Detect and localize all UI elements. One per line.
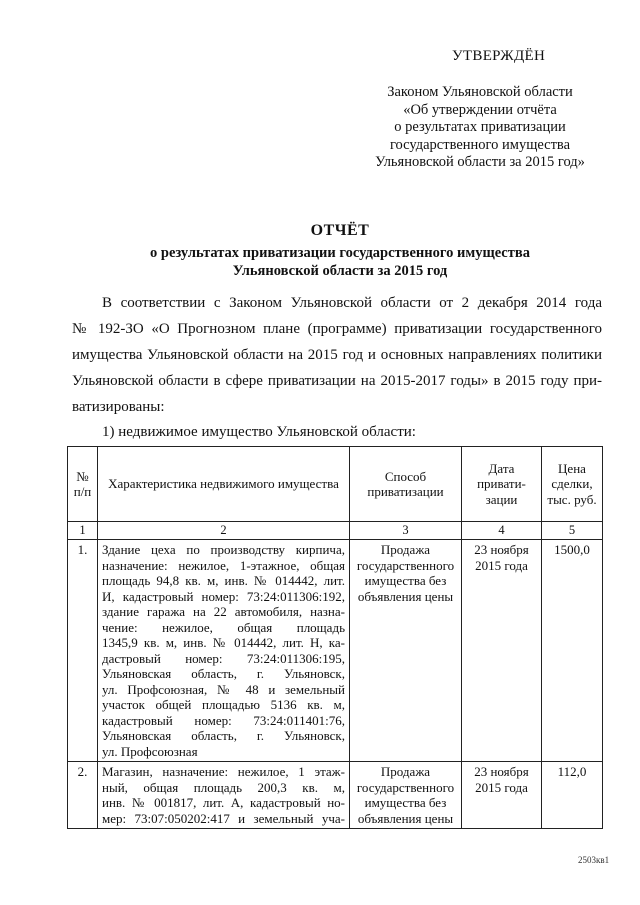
column-number: 4 <box>462 522 542 540</box>
approval-line: Законом Ульяновской области <box>387 84 573 100</box>
intro-line: В соответствии с Законом Ульяновской области от 2 декабря 2014 года <box>102 295 602 311</box>
desc-line: Ульяновская область, г. Ульяновск, <box>102 666 345 681</box>
approval-line: «Об утверждении отчёта <box>403 101 557 118</box>
row-method: Продажа государственного имущества без объявления цены <box>350 762 462 829</box>
title-sub-line: о результатах приватизации государственного имущества <box>150 245 530 261</box>
document-title <box>80 222 600 280</box>
desc-line: кадастровый номер: 73:24:011401:76, <box>102 712 345 728</box>
title-sub <box>80 244 600 280</box>
row-desc <box>98 762 350 829</box>
row-price: 1500,0 <box>542 540 603 762</box>
approval-line: Ульяновской области за 2015 год» <box>375 154 585 170</box>
footer-code: 2503кв1 <box>578 855 610 865</box>
row-date: 23 ноября 2015 года <box>462 762 542 829</box>
desc-line: ул. Профсоюзная, № 48 и земельный <box>102 681 345 697</box>
desc-line: 1345,9 кв. м, инв. № 014442, лит. Н, ка- <box>102 635 345 650</box>
intro-line: ватизированы: <box>72 399 165 415</box>
row-desc <box>98 540 350 762</box>
list-label: 1) недвижимое имущество Ульяновской области: <box>102 424 416 440</box>
property-table <box>67 446 603 829</box>
row-method: Продажа государственного имущества без объявления цены <box>350 540 462 762</box>
title-sub-line: Ульяновской области за 2015 год <box>232 263 448 279</box>
desc-line: участок общей площадью 5136 кв. м, <box>102 697 345 712</box>
table-header-row <box>68 447 603 522</box>
desc-line: Ульяновская область, г. Ульяновск, <box>102 728 345 743</box>
row-price: 112,0 <box>542 762 603 829</box>
title-main: ОТЧЁТ <box>310 222 370 239</box>
row-date: 23 ноября 2015 года <box>462 540 542 762</box>
header-desc: Характеристика недвижимого имущества <box>98 447 350 522</box>
approval-line: о результатах приватизации <box>394 119 566 135</box>
header-num: № п/п <box>68 447 98 522</box>
desc-line: здание гаража на 22 автомобиля, назна- <box>102 604 345 619</box>
desc-line: чение: нежилое, общая площадь <box>102 619 345 635</box>
desc-line: И, кадастровый номер: 73:24:011306:192, <box>102 588 345 604</box>
header-method: Способ приватизации <box>350 447 462 522</box>
desc-line: инв. № 001817, лит. А, кадастровый но- <box>102 795 345 810</box>
header-price: Цена сделки, тыс. руб. <box>542 447 603 522</box>
intro-line: № 192-ЗО «О Прогнозном плане (программе) приватизации государственного <box>72 321 602 337</box>
intro-line: Ульяновской области в сфере приватизации на 2015-2017 годы» в 2015 году при- <box>72 373 602 389</box>
desc-line: ул. Профсоюзная <box>102 743 198 759</box>
intro-line: имущества Ульяновской области на 2015 год и основных направлениях политики <box>72 347 602 363</box>
approval-line: государственного имущества <box>389 136 571 153</box>
desc-line: дастровый номер: 73:24:011306:195, <box>102 650 345 666</box>
column-number: 2 <box>98 522 350 540</box>
column-number: 3 <box>350 522 462 540</box>
desc-line: площадь 94,8 кв. м, инв. № 014442, лит. <box>102 573 345 588</box>
desc-line: Здание цеха по производству кирпича, <box>102 542 345 557</box>
column-number: 1 <box>68 522 98 540</box>
table-row <box>68 540 603 762</box>
desc-line: Магазин, назначение: нежилое, 1 этаж- <box>102 764 345 779</box>
column-number-row <box>68 522 603 540</box>
intro-paragraph <box>72 290 602 420</box>
approved-stamp: УТВЕРЖДЁН <box>452 48 546 64</box>
column-number: 5 <box>542 522 603 540</box>
row-num: 2. <box>68 762 98 829</box>
approval-block <box>360 84 600 172</box>
header-date: Дата привати-зации <box>462 447 542 522</box>
table-row <box>68 762 603 829</box>
desc-line: ный, общая площадь 200,3 кв. м, <box>102 779 345 795</box>
desc-line: назначение: нежилое, 1-этажное, общая <box>102 557 345 573</box>
desc-line: мер: 73:07:050202:417 и земельный уча- <box>102 810 345 826</box>
row-num: 1. <box>68 540 98 762</box>
